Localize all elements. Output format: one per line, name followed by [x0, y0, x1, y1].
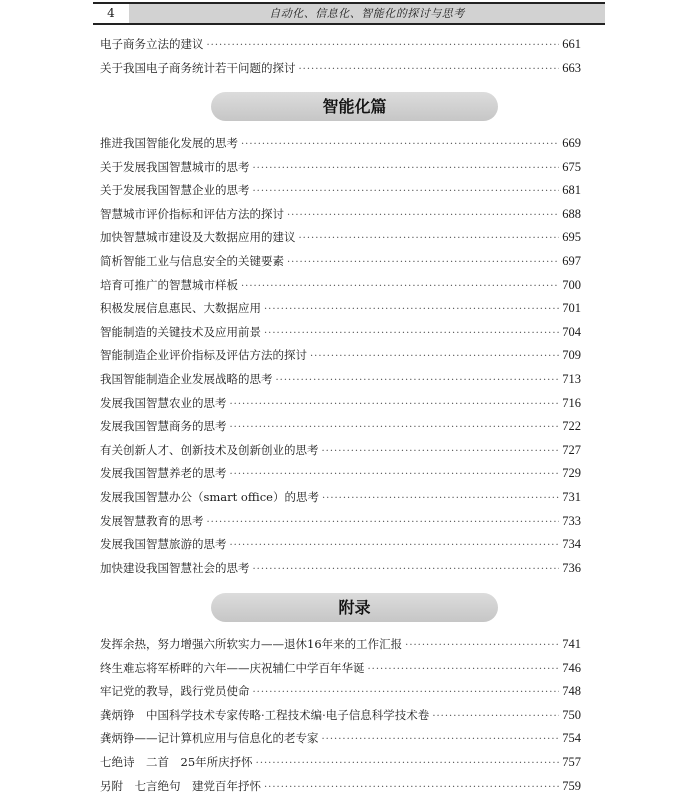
leader-dots: [230, 393, 560, 417]
leader-dots: [230, 463, 560, 487]
toc-entry-page: 688: [562, 206, 581, 221]
leader-dots: [287, 204, 559, 228]
page-header: [93, 2, 605, 25]
toc-entry-page: 695: [562, 230, 581, 245]
section-heading-appendix: 附录: [211, 593, 498, 622]
leader-dots: [264, 322, 559, 346]
toc-section-appendix: [100, 633, 581, 798]
toc-entry[interactable]: [100, 533, 581, 557]
toc-entry-title: 智能制造企业评价指标及评估方法的探讨: [100, 348, 307, 363]
toc-entry-title: 智能制造的关键技术及应用前景: [100, 324, 261, 339]
leader-dots: [253, 180, 560, 204]
toc-entry-title: 我国智能制造企业发展战略的思考: [100, 371, 273, 386]
toc-entry-title: 加快建设我国智慧社会的思考: [100, 560, 250, 575]
toc-entry[interactable]: [100, 439, 581, 463]
toc-entry-title: 发展我国智慧商务的思考: [100, 419, 227, 434]
leader-dots: [264, 776, 559, 800]
toc-entry-page: 734: [562, 537, 581, 552]
toc-section-intelligence: [100, 132, 581, 580]
toc-entry-title: 七绝诗 二首 25年所庆抒怀: [100, 754, 253, 769]
toc-entry-page: 733: [562, 513, 581, 528]
toc-entry[interactable]: [100, 415, 581, 439]
toc-entry[interactable]: [100, 297, 581, 321]
toc-entry-page: 722: [562, 419, 581, 434]
toc-entry[interactable]: [100, 132, 581, 156]
section-heading-intelligence: 智能化篇: [211, 92, 498, 121]
toc-entry-title: 加快智慧城市建设及大数据应用的建议: [100, 230, 296, 245]
leader-dots: [253, 681, 560, 705]
toc-entry-title: 关于我国电子商务统计若干问题的探讨: [100, 60, 296, 75]
toc-entry-page: 700: [562, 277, 581, 292]
toc-entry-page: 675: [562, 159, 581, 174]
toc-entry[interactable]: [100, 727, 581, 751]
toc-entry-page: 713: [562, 371, 581, 386]
toc-entry-title: 发展我国智慧办公（smart office）的思考: [100, 489, 319, 504]
leader-dots: [287, 251, 559, 275]
leader-dots: [253, 157, 560, 181]
toc-entry-title: 另附 七言绝句 建党百年抒怀: [100, 778, 261, 793]
toc-entry-page: 746: [562, 660, 581, 675]
toc-entry-title: 关于发展我国智慧城市的思考: [100, 159, 250, 174]
leader-dots: [299, 227, 560, 251]
toc-entry-page: 750: [562, 707, 581, 722]
toc-entry[interactable]: [100, 775, 581, 799]
toc-entry-page: 681: [562, 183, 581, 198]
toc-entry-title: 智慧城市评价指标和评估方法的探讨: [100, 206, 284, 221]
toc-entry-page: 697: [562, 253, 581, 268]
toc-entry-title: 电子商务立法的建议: [100, 37, 204, 51]
toc-entry-title: 发展智慧教育的思考: [100, 513, 204, 528]
leader-dots: [207, 34, 560, 58]
toc-entry[interactable]: [100, 274, 581, 298]
toc-entry[interactable]: [100, 657, 581, 681]
leader-dots: [241, 133, 559, 157]
toc-entry[interactable]: [100, 680, 581, 704]
toc-entry[interactable]: [100, 226, 581, 250]
toc-entry[interactable]: [100, 156, 581, 180]
toc-entry-title: 发展我国智慧旅游的思考: [100, 537, 227, 552]
toc-entry[interactable]: [100, 33, 581, 57]
leader-dots: [256, 752, 560, 776]
toc-entry-title: 积极发展信息惠民、大数据应用: [100, 301, 261, 316]
leader-dots: [368, 658, 560, 682]
leader-dots: [207, 511, 560, 535]
toc-entry[interactable]: [100, 179, 581, 203]
toc-entry-page: 709: [562, 348, 581, 363]
toc-entry-title: 龚炳铮 中国科学技术专家传略·工程技术编·电子信息科学技术卷: [100, 707, 430, 722]
leader-dots: [299, 58, 560, 82]
leader-dots: [241, 275, 559, 299]
leader-dots: [310, 345, 559, 369]
toc-entry[interactable]: [100, 250, 581, 274]
toc-entry[interactable]: [100, 462, 581, 486]
toc-entry-title: 发挥余热，努力增强六所软实力——退休16年来的工作汇报: [100, 637, 403, 651]
toc-entry-title: 发展我国智慧养老的思考: [100, 466, 227, 481]
toc-entry-title: 简析智能工业与信息安全的关键要素: [100, 253, 284, 268]
toc-entry-page: 704: [562, 324, 581, 339]
toc-entry-page: 736: [562, 560, 581, 575]
toc-entry-page: 716: [562, 395, 581, 410]
toc-entry-title: 培育可推广的智慧城市样板: [100, 277, 238, 292]
leader-dots: [322, 728, 560, 752]
leader-dots: [230, 534, 560, 558]
toc-entry-title: 终生难忘将军桥畔的六年——庆祝辅仁中学百年华诞: [100, 660, 365, 675]
leader-dots: [264, 298, 559, 322]
toc-entry[interactable]: [100, 57, 581, 81]
toc-entry-page: 757: [562, 754, 581, 769]
toc-entry-title: 推进我国智能化发展的思考: [100, 136, 238, 150]
page-number: 4: [93, 4, 129, 23]
toc-entry-page: 661: [562, 37, 581, 51]
toc-entry-title: 发展我国智慧农业的思考: [100, 395, 227, 410]
toc-entry[interactable]: [100, 704, 581, 728]
running-title: 自动化、信息化、智能化的探讨与思考: [269, 7, 465, 20]
toc-entry[interactable]: [100, 321, 581, 345]
toc-entry-page: 701: [562, 301, 581, 316]
leader-dots: [230, 416, 560, 440]
toc-entry[interactable]: [100, 486, 581, 510]
toc-entry[interactable]: [100, 392, 581, 416]
leader-dots: [322, 440, 560, 464]
toc-entry-page: 741: [562, 637, 581, 651]
leader-dots: [276, 369, 560, 393]
toc-entry-page: 759: [562, 778, 581, 793]
toc-entry-page: 748: [562, 684, 581, 699]
toc-entry-page: 727: [562, 442, 581, 457]
toc-entry-page: 663: [562, 60, 581, 75]
toc-entry-page: 754: [562, 731, 581, 746]
toc-entry[interactable]: [100, 344, 581, 368]
toc-entry-title: 有关创新人才、创新技术及创新创业的思考: [100, 442, 319, 457]
toc-entry[interactable]: [100, 557, 581, 581]
toc-entry[interactable]: [100, 633, 581, 657]
toc-entry[interactable]: [100, 751, 581, 775]
toc-entry-page: 669: [562, 136, 581, 150]
toc-entry[interactable]: [100, 203, 581, 227]
leader-dots: [405, 634, 559, 658]
toc-entry-page: 729: [562, 466, 581, 481]
toc-entry-title: 龚炳铮——记计算机应用与信息化的老专家: [100, 731, 319, 746]
toc-entry-title: 牢记党的教导，践行党员使命: [100, 684, 250, 699]
leader-dots: [253, 558, 560, 582]
leader-dots: [322, 487, 559, 511]
leader-dots: [432, 705, 559, 729]
toc-entry[interactable]: [100, 368, 581, 392]
toc-entry-page: 731: [562, 489, 581, 504]
toc-top-entries: [100, 33, 581, 80]
toc-entry-title: 关于发展我国智慧企业的思考: [100, 183, 250, 198]
toc-entry[interactable]: [100, 510, 581, 534]
